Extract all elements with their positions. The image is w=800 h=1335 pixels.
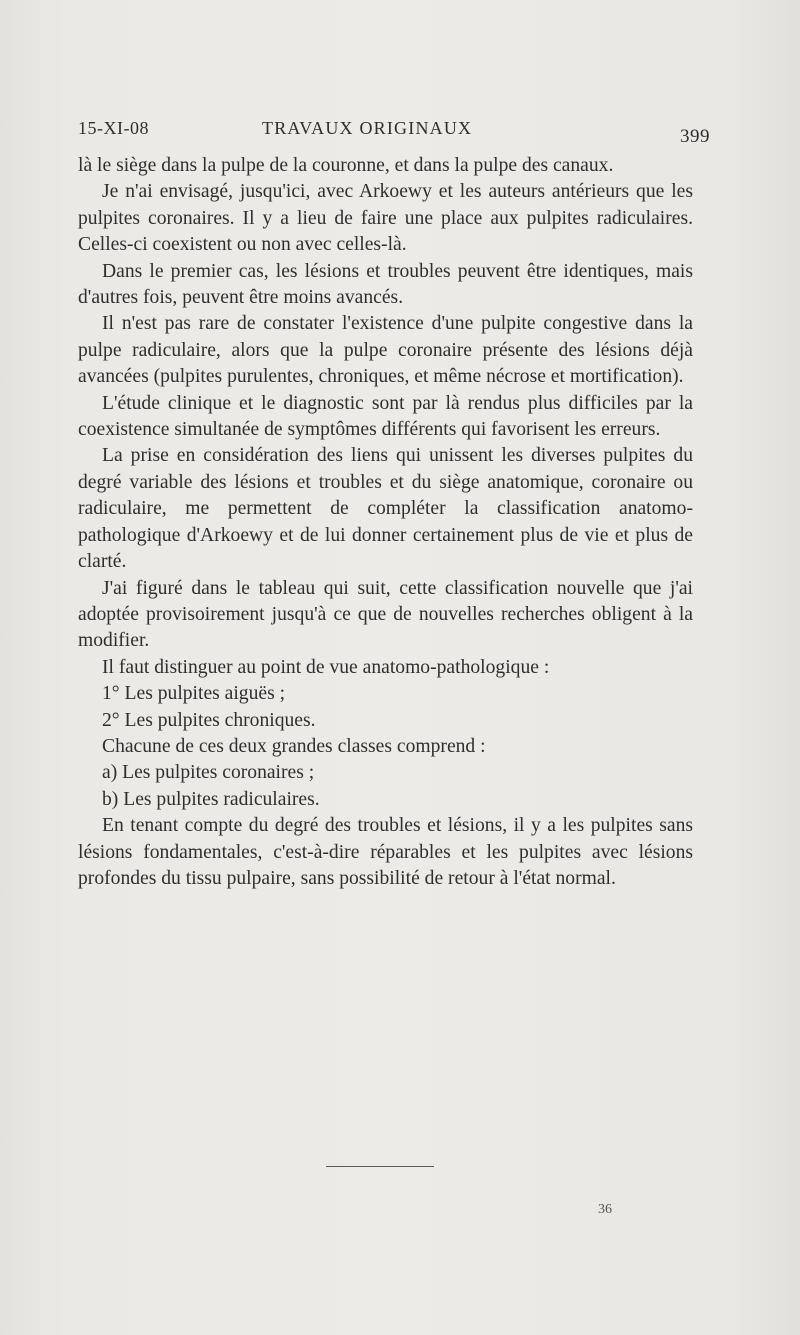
paragraph: La prise en considération des liens qui unissent les diverses pulpites du degré variable des lésions et troubles et du siège anatomique, coronaire ou radiculaire, me permettent de compléter la classification anatomo-pathologique d'Arkoewy et de lui donner certainement plus de vie et plus de clarté. [78,445,693,573]
list-item: a) Les pulpites coronaires ; [102,762,315,784]
paragraph: Chacune de ces deux grandes classes comprend : [102,735,486,757]
signature-mark: 36 [598,1202,612,1217]
paragraph: Je n'ai envisagé, jusqu'ici, avec Arkoewy et les auteurs antérieurs que les pulpites coronaires. Il y a lieu de faire une place aux pulpites radiculaires. Celles-ci coexistent ou non avec celles-là. [78,181,693,256]
body-text [78,153,693,892]
list-item: 2° Les pulpites chroniques. [102,709,316,731]
paragraph: J'ai figuré dans le tableau qui suit, cette classification nouvelle que j'ai adoptée provisoirement jusqu'à ce que de nouvelles recherches obligent à la modifier. [78,577,693,652]
page-number: 399 [680,126,710,147]
paragraph: Il faut distinguer au point de vue anatomo-pathologique : [102,656,550,678]
issue-date: 15-XI-08 [78,118,149,138]
paragraph: Il n'est pas rare de constater l'existence d'une pulpite congestive dans la pulpe radiculaire, alors que la pulpe coronaire présente des lésions déjà avancées (pulpites purulentes, chroniques, et même nécrose et mortification). [78,313,693,388]
list-item: 1° Les pulpites aiguës ; [102,683,286,705]
section-title: TRAVAUX ORIGINAUX [262,118,473,138]
paragraph: En tenant compte du degré des troubles et lésions, il y a les pulpites sans lésions fondamentales, c'est-à-dire réparables et les pulpites avec lésions profondes du tissu pulpaire, sans possibilité de retour à l'état normal. [78,815,693,889]
paragraph-continuation: là le siège dans la pulpe de la couronne, et dans la pulpe des canaux. [78,155,614,176]
list-item: b) Les pulpites radiculaires. [102,788,320,810]
paragraph: Dans le premier cas, les lésions et troubles peuvent être identiques, mais d'autres fois, peuvent être moins avancés. [78,260,693,309]
running-head [78,118,710,148]
paragraph: L'étude clinique et le diagnostic sont par là rendus plus difficiles par la coexistence simultanée de symptômes différents qui favorisent les erreurs. [78,392,693,441]
section-divider [326,1166,434,1167]
